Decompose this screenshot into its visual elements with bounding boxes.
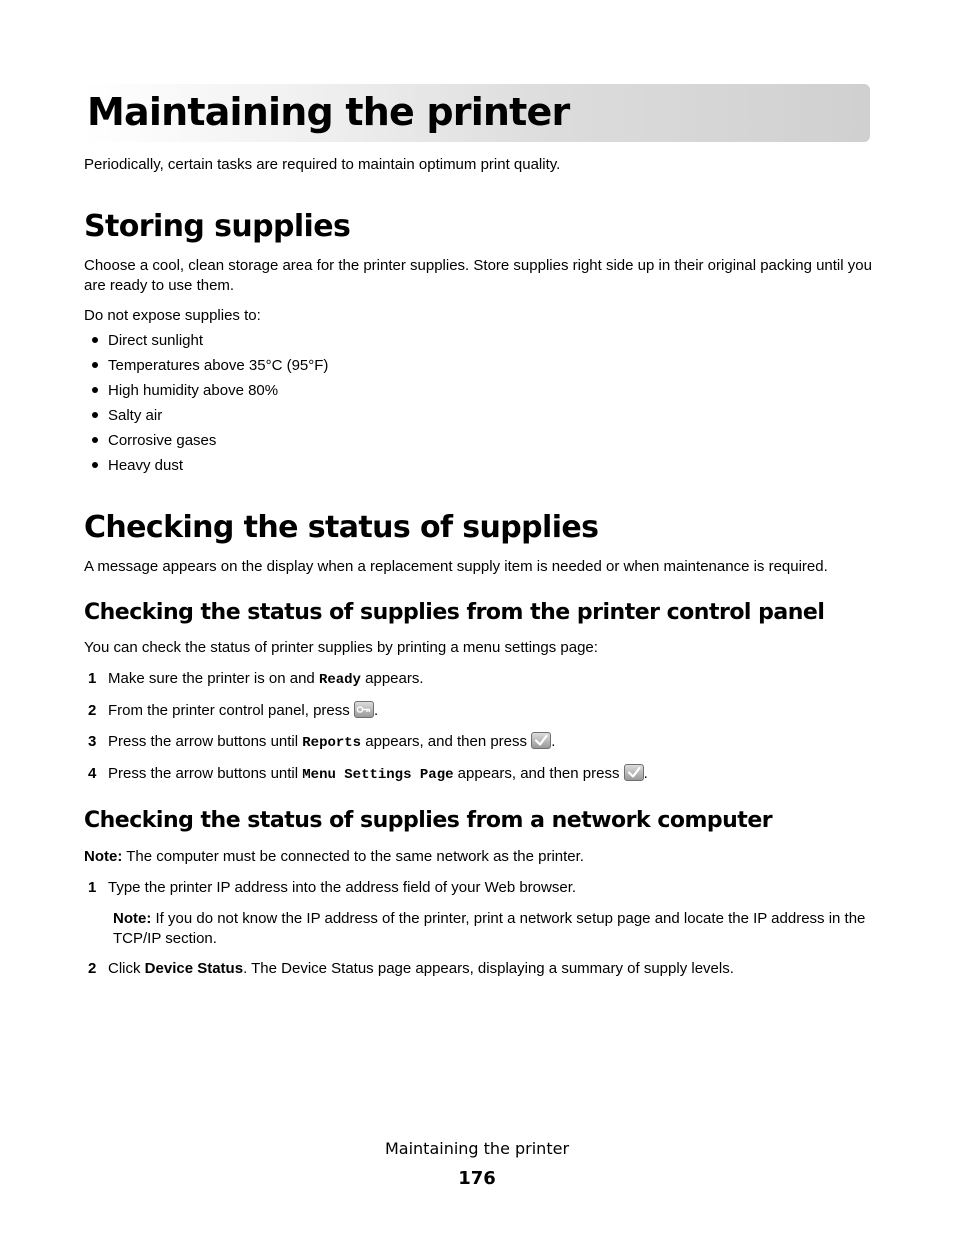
step-text-part: From the printer control panel, press [108, 702, 354, 719]
storing-lead: Do not expose supplies to: [84, 307, 261, 324]
select-check-icon [531, 732, 551, 749]
step-text: Type the printer IP address into the address field of your Web browser. [108, 879, 577, 896]
footer-chapter-title: Maintaining the printer [384, 1139, 570, 1158]
chapter-intro: Periodically, certain tasks are required to maintain optimum print quality. [84, 156, 561, 173]
step-text-part: . The Device Status page appears, displaying a summary of supply levels. [243, 960, 734, 977]
step-text-part: Make sure the printer is on and [108, 670, 319, 687]
note-text: The computer must be connected to the same network as the printer. [122, 848, 584, 865]
chapter-title: Maintaining the printer [87, 90, 570, 134]
step-number: 2 [88, 960, 97, 977]
step-text-part: Press the arrow buttons until [108, 733, 303, 750]
bullet-marker [92, 387, 98, 393]
step-text-part: Press the arrow buttons until [108, 765, 303, 782]
network-heading: Checking the status of supplies from a network computer [84, 808, 773, 833]
list-item: Direct sunlight [108, 332, 204, 349]
control-panel-heading: Checking the status of supplies from the printer control panel [84, 600, 825, 625]
display-message-code: Ready [318, 672, 361, 688]
step-text [108, 959, 734, 979]
step-number: 2 [88, 702, 97, 719]
bullet-marker [92, 437, 98, 443]
bullet-marker [92, 462, 98, 468]
step-text-part: appears. [360, 670, 424, 687]
control-panel-lead: You can check the status of printer supplies by printing a menu settings page: [84, 639, 598, 656]
network-note [84, 847, 584, 867]
step-number: 1 [88, 670, 97, 687]
step-note [113, 909, 873, 949]
list-item: Temperatures above 35°C (95°F) [108, 357, 329, 374]
step-text-part: . [373, 702, 379, 719]
bullet-marker [92, 362, 98, 368]
note-label: Note: [113, 910, 152, 927]
menu-key-icon [354, 701, 374, 718]
list-item: Corrosive gases [108, 432, 217, 449]
storing-paragraph: Choose a cool, clean storage area for the printer supplies. Store supplies right side up in their original packing until you are ready to use them. [84, 257, 872, 294]
display-message-code: Menu Settings Page [302, 767, 454, 783]
step-text [108, 764, 648, 785]
step-text-part: . [643, 765, 648, 782]
note-label: Note: [84, 848, 123, 865]
note-text: If you do not know the IP address of the printer, print a network setup page and locate the IP address in the TCP/IP section. [113, 910, 866, 947]
step-text-part: appears, and then press [361, 733, 532, 750]
checking-paragraph: A message appears on the display when a replacement supply item is needed or when maintenance is required. [84, 558, 828, 575]
list-item: High humidity above 80% [108, 382, 279, 399]
step-number: 4 [88, 765, 97, 782]
step-number: 1 [88, 879, 97, 896]
step-number: 3 [88, 733, 97, 750]
step-text-part: . [551, 733, 556, 750]
checking-heading: Checking the status of supplies [84, 510, 599, 545]
device-status-term: Device Status [144, 960, 244, 977]
select-check-icon [624, 764, 644, 781]
page-number: 176 [458, 1168, 496, 1189]
step-text-part: Click [108, 960, 145, 977]
step-text-part: appears, and then press [453, 765, 624, 782]
step-text [108, 732, 555, 753]
bullet-marker [92, 412, 98, 418]
step-text [108, 701, 378, 721]
display-message-code: Reports [302, 735, 362, 751]
list-item: Salty air [108, 407, 163, 424]
bullet-marker [92, 337, 98, 343]
list-item: Heavy dust [108, 457, 184, 474]
step-text [108, 669, 424, 690]
storing-heading: Storing supplies [84, 209, 351, 244]
